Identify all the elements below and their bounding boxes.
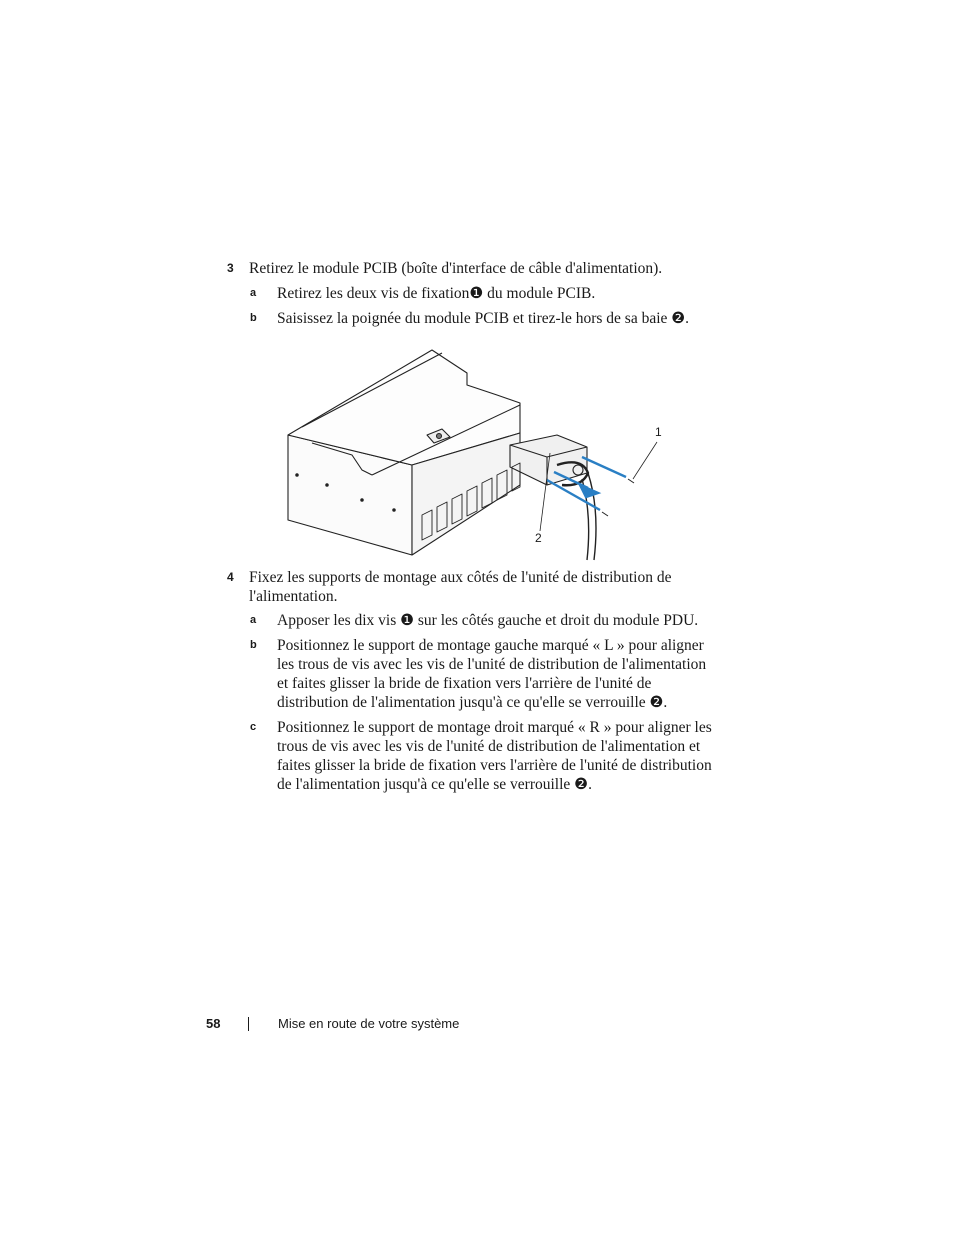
- callout-label-2: 2: [535, 531, 542, 545]
- substep-letter: a: [250, 614, 257, 626]
- substep-letter: b: [250, 639, 257, 651]
- substep-4b: [250, 636, 720, 712]
- step-number: 3: [227, 261, 234, 275]
- pdu-chassis-drawing: [282, 345, 672, 565]
- substep-text: Apposer les dix vis ❶ sur les côtés gauche et droit du module PDU.: [277, 612, 699, 629]
- substep-letter: c: [250, 721, 257, 733]
- step-4: [227, 568, 727, 606]
- substep-text: Retirez les deux vis de fixation❶ du module PCIB.: [277, 285, 596, 302]
- substep-3b: [250, 309, 720, 328]
- substep-text: Saisissez la poignée du module PCIB et tirez-le hors de sa baie ❷.: [277, 310, 690, 327]
- step-text: Retirez le module PCIB (boîte d'interface de câble d'alimentation).: [249, 260, 663, 277]
- footer-divider: [248, 1017, 249, 1031]
- substep-letter: a: [250, 287, 257, 299]
- step-text: Fixez les supports de montage aux côtés de l'unité de distribution de l'alimentation.: [249, 569, 672, 605]
- page-number: 58: [206, 1016, 221, 1031]
- substep-3a: [250, 284, 720, 303]
- footer-section-title: Mise en route de votre système: [278, 1016, 460, 1031]
- substep-4c: [250, 718, 720, 794]
- step-number: 4: [227, 570, 234, 584]
- pcib-removal-illustration: [282, 345, 672, 565]
- callout-label-1: 1: [655, 425, 662, 439]
- substep-letter: b: [250, 312, 257, 324]
- substep-text: Positionnez le support de montage gauche marqué « L » pour aligner les trous de vis avec les vis de l'unité de distribution de l'alimentation et faites glisser la bride de fixation vers l'arrière de l'unité de distribution de l'alimentation jusqu'à ce qu'elle se verrouille ❷.: [277, 637, 707, 711]
- substep-text: Positionnez le support de montage droit marqué « R » pour aligner les trous de vis avec les vis de l'unité de distribution de l'alimentation et faites glisser la bride de fixation vers l'arrière de l'unité de distribution de l'alimentation jusqu'à ce qu'elle se verrouille ❷.: [277, 719, 712, 793]
- substep-4a: [250, 611, 720, 630]
- step-3: [227, 259, 727, 278]
